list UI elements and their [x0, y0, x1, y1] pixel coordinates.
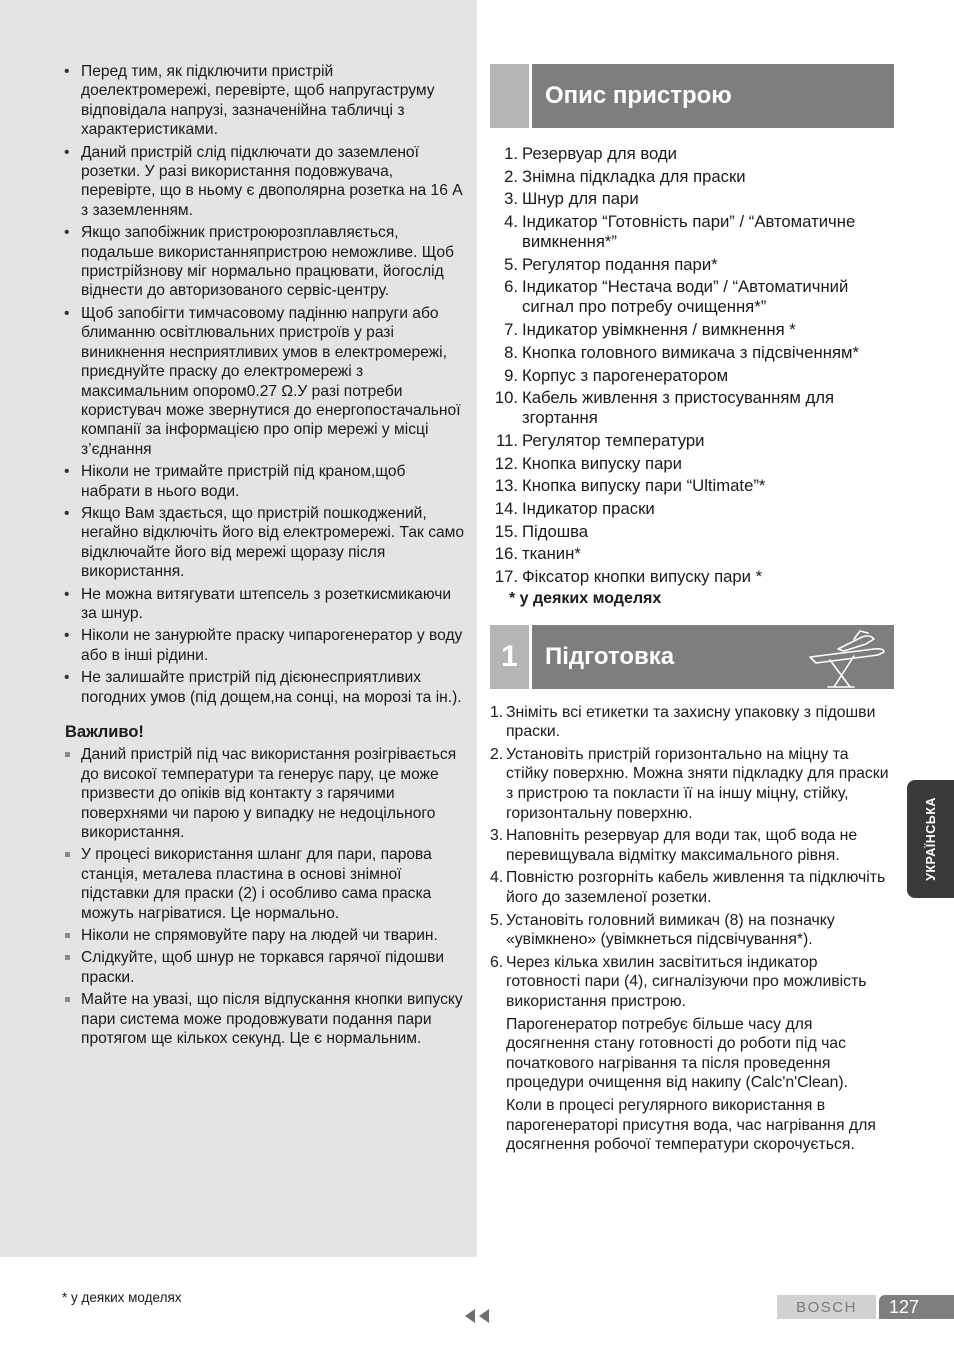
part-item [490, 499, 894, 519]
part-item [490, 189, 894, 209]
part-item [490, 454, 894, 474]
step-text: Зніміть всі етикетки та захисну упаковку з підошви праски. [506, 703, 876, 741]
part-number: 4. [504, 212, 518, 232]
step-number: 1. [490, 703, 504, 721]
preparation-note-paragraph: Парогенератор потребує більше часу для досягнення стану готовності до роботи під час початкового нагрівання та після проведення процедури очищення від накипу (Calc'n'Clean). [506, 1015, 849, 1092]
part-item [490, 388, 894, 428]
part-label: Шнур для пари [522, 189, 639, 209]
part-number: 14. [494, 498, 518, 518]
part-item [490, 544, 894, 564]
preparation-number: 1 [490, 625, 529, 689]
language-tab-label: УКРАЇНСЬКА [923, 797, 938, 881]
preparation-extra-notes [490, 1015, 894, 1155]
part-number: 3. [504, 189, 518, 209]
part-number: 17. [494, 567, 518, 586]
safety-bullet-item: • Не залишайте пристрій під дієюнесприятливих погодних умов (під дощем,на сонці, на морозі та ін.). [62, 668, 467, 707]
part-item [490, 343, 894, 363]
parts-list [490, 144, 894, 587]
part-item [490, 212, 894, 252]
preparation-title: Підготовка [545, 642, 675, 670]
important-list [62, 745, 467, 1048]
part-label: Кабель живлення з пристосуванням для згортання [522, 388, 834, 428]
safety-bullet-item: • Перед тим, як підключити пристрій доелектромережі, перевірте, щоб напругаструму відповідала напрузі, зазначенійна табличці з характеристиками. [62, 62, 467, 140]
part-label: Корпус з парогенератором [522, 365, 729, 385]
step-text: Повністю розгорніть кабель живлення та підключіть його до заземленої розетки. [506, 869, 886, 907]
part-label: Підошва [522, 521, 589, 541]
part-label: Фіксатор кнопки випуску пари * [522, 567, 763, 586]
part-label: Індикатор “Нестача води” / “Автоматичний сигнал про потребу очищення*” [522, 277, 849, 317]
part-item [490, 167, 894, 187]
safety-bullet-item: • Не можна витягувати штепсель з розеткисмикаючи за шнур. [62, 585, 467, 624]
part-label: Індикатор увімкнення / вимкнення * [522, 320, 796, 340]
part-number: 16. [494, 544, 518, 564]
safety-bullet-item: • Ніколи не занурюйте праску чипарогенератор у воду або в інші рідини. [62, 626, 467, 665]
part-number: 11. [496, 430, 518, 450]
description-title: Опис пристрою [532, 64, 894, 128]
page-number: 127 [879, 1295, 954, 1319]
step-text: Установіть пристрій горизонтально на міцну та стійку поверхню. Можна зняти підкладку для праски з пристрою та покласти її на іншу міцну, стійку, горизонтальну поверхню. [506, 745, 889, 822]
part-item [490, 522, 894, 542]
part-number: 6. [504, 277, 518, 297]
part-item [490, 366, 894, 386]
safety-bullet-item: • Щоб запобігти тимчасовому падінню напруги або блиманню освітлювальних пристроїв у разі виникнення несприятливих умов в електромережі, приєднуйте праску до електромережі з максимальним опором0.27 Ω.У разі потреби користувач може звернутися до енергопостачальної компанії за інформацією про опір мережі у місці з’єднання [62, 304, 467, 459]
step-number: 3. [490, 827, 504, 845]
brand-label: BOSCH [777, 1295, 876, 1319]
part-label: тканин* [522, 544, 581, 564]
important-item: Слідкуйте, щоб шнур не торкався гарячої підошви праски. [62, 948, 467, 987]
part-label: Знімна підкладка для праски [522, 166, 746, 186]
safety-instructions [62, 62, 467, 1052]
preparation-header [490, 625, 894, 689]
part-number: 15. [494, 521, 518, 541]
preparation-step [490, 826, 894, 865]
preparation-note-paragraph: Коли в процесі регулярного використання в парогенераторі присутня вода, час нагрівання для досягнення робочої температури скорочується. [506, 1096, 876, 1154]
description-header [490, 64, 894, 128]
part-item [490, 567, 894, 587]
part-number: 2. [504, 166, 518, 186]
part-label: Індикатор “Готовність пари” / “Автоматичне вимкнення*” [522, 212, 856, 252]
preparation-step [490, 911, 894, 950]
part-number: 13. [494, 476, 518, 496]
part-number: 7. [504, 320, 518, 340]
safety-bullet-list [62, 62, 467, 707]
preparation-step [490, 953, 894, 1012]
part-label: Кнопка головного вимикача з підсвіченням* [522, 342, 859, 362]
important-item: Ніколи не спрямовуйте пару на людей чи тварин. [62, 926, 467, 945]
safety-bullet-item: • Даний пристрій слід підключати до заземленої розетки. У разі використання подовжувача, перевірте, що в ньому є двополярна розетка на 16 А з заземленням. [62, 143, 467, 221]
part-number: 5. [504, 254, 518, 274]
preparation-step [490, 868, 894, 907]
step-text: Через кілька хвилин засвітиться індикатор готовності пари (4), сигналізуючи про можливість використання пристрою. [506, 953, 867, 1010]
safety-bullet-item: • Якщо Вам здається, що пристрій пошкоджений, негайно відключіть його від електромережі. Так само відключайте його від мережі щоразу після використання. [62, 504, 467, 582]
preparation-steps [490, 703, 894, 1012]
part-label: Кнопка випуску пари “Ultimate”* [522, 476, 766, 496]
parts-note: * у деяких моделях [509, 589, 662, 607]
step-number: 6. [490, 953, 504, 971]
previous-page-icon[interactable] [463, 1308, 491, 1324]
part-item [490, 476, 894, 496]
step-number: 4. [490, 869, 504, 887]
safety-bullet-item: • Якщо запобіжник пристроюрозплавляється, подальше використанняпристрою неможливе. Щоб пристрійзнову міг нормально працювати, йогослід віднести до авторизованого сервіс-центру. [62, 223, 467, 301]
part-label: Резервуар для води [522, 144, 677, 163]
part-item [490, 144, 894, 164]
description-header-marker [490, 64, 529, 128]
language-tab[interactable] [907, 780, 954, 898]
part-number: 1. [504, 144, 518, 163]
part-item [490, 255, 894, 275]
part-number: 10. [494, 388, 518, 408]
footnote: * у деяких моделях [62, 1290, 182, 1305]
step-text: Наповніть резервуар для води так, щоб вода не перевищувала відмітку максимального рівня. [506, 827, 858, 864]
part-label: Регулятор подання пари* [522, 254, 718, 274]
right-column [490, 64, 894, 1158]
preparation-step [490, 703, 894, 742]
step-text: Установіть головний вимикач (8) на позначку «увімкнено» (увімкнеться підсвічування*). [506, 911, 835, 949]
ironing-board-icon [804, 627, 888, 689]
part-item [490, 431, 894, 451]
important-item: У процесі використання шланг для пари, парова станція, металева пластина в основі знімної підставки для праски (2) і особливо сама праска можуть нагріватися. Це нормально. [62, 845, 467, 923]
part-label: Кнопка випуску пари [522, 453, 682, 473]
important-heading: Важливо! [65, 723, 144, 741]
part-number: 8. [504, 342, 518, 362]
important-item: Майте на увазі, що після відпускання кнопки випуску пари система може продовжувати подання пари протягом ще кількох секунд. Це є нормальним. [62, 990, 467, 1048]
important-item: Даний пристрій під час використання розігрівається до високої температури та генерує пару, це може призвести до опіків від контакту з гарячими поверхнями чи парою у випадку не недоцільного використання. [62, 745, 467, 842]
part-number: 12. [494, 453, 518, 473]
part-label: Регулятор температури [522, 430, 705, 450]
step-number: 5. [490, 911, 504, 929]
part-item [490, 277, 894, 317]
part-item [490, 320, 894, 340]
step-number: 2. [490, 745, 504, 763]
part-number: 9. [504, 365, 518, 385]
safety-bullet-item: • Ніколи не тримайте пристрій під краном,щоб набрати в нього води. [62, 462, 467, 501]
part-label: Індикатор праски [522, 498, 655, 518]
preparation-step [490, 745, 894, 823]
